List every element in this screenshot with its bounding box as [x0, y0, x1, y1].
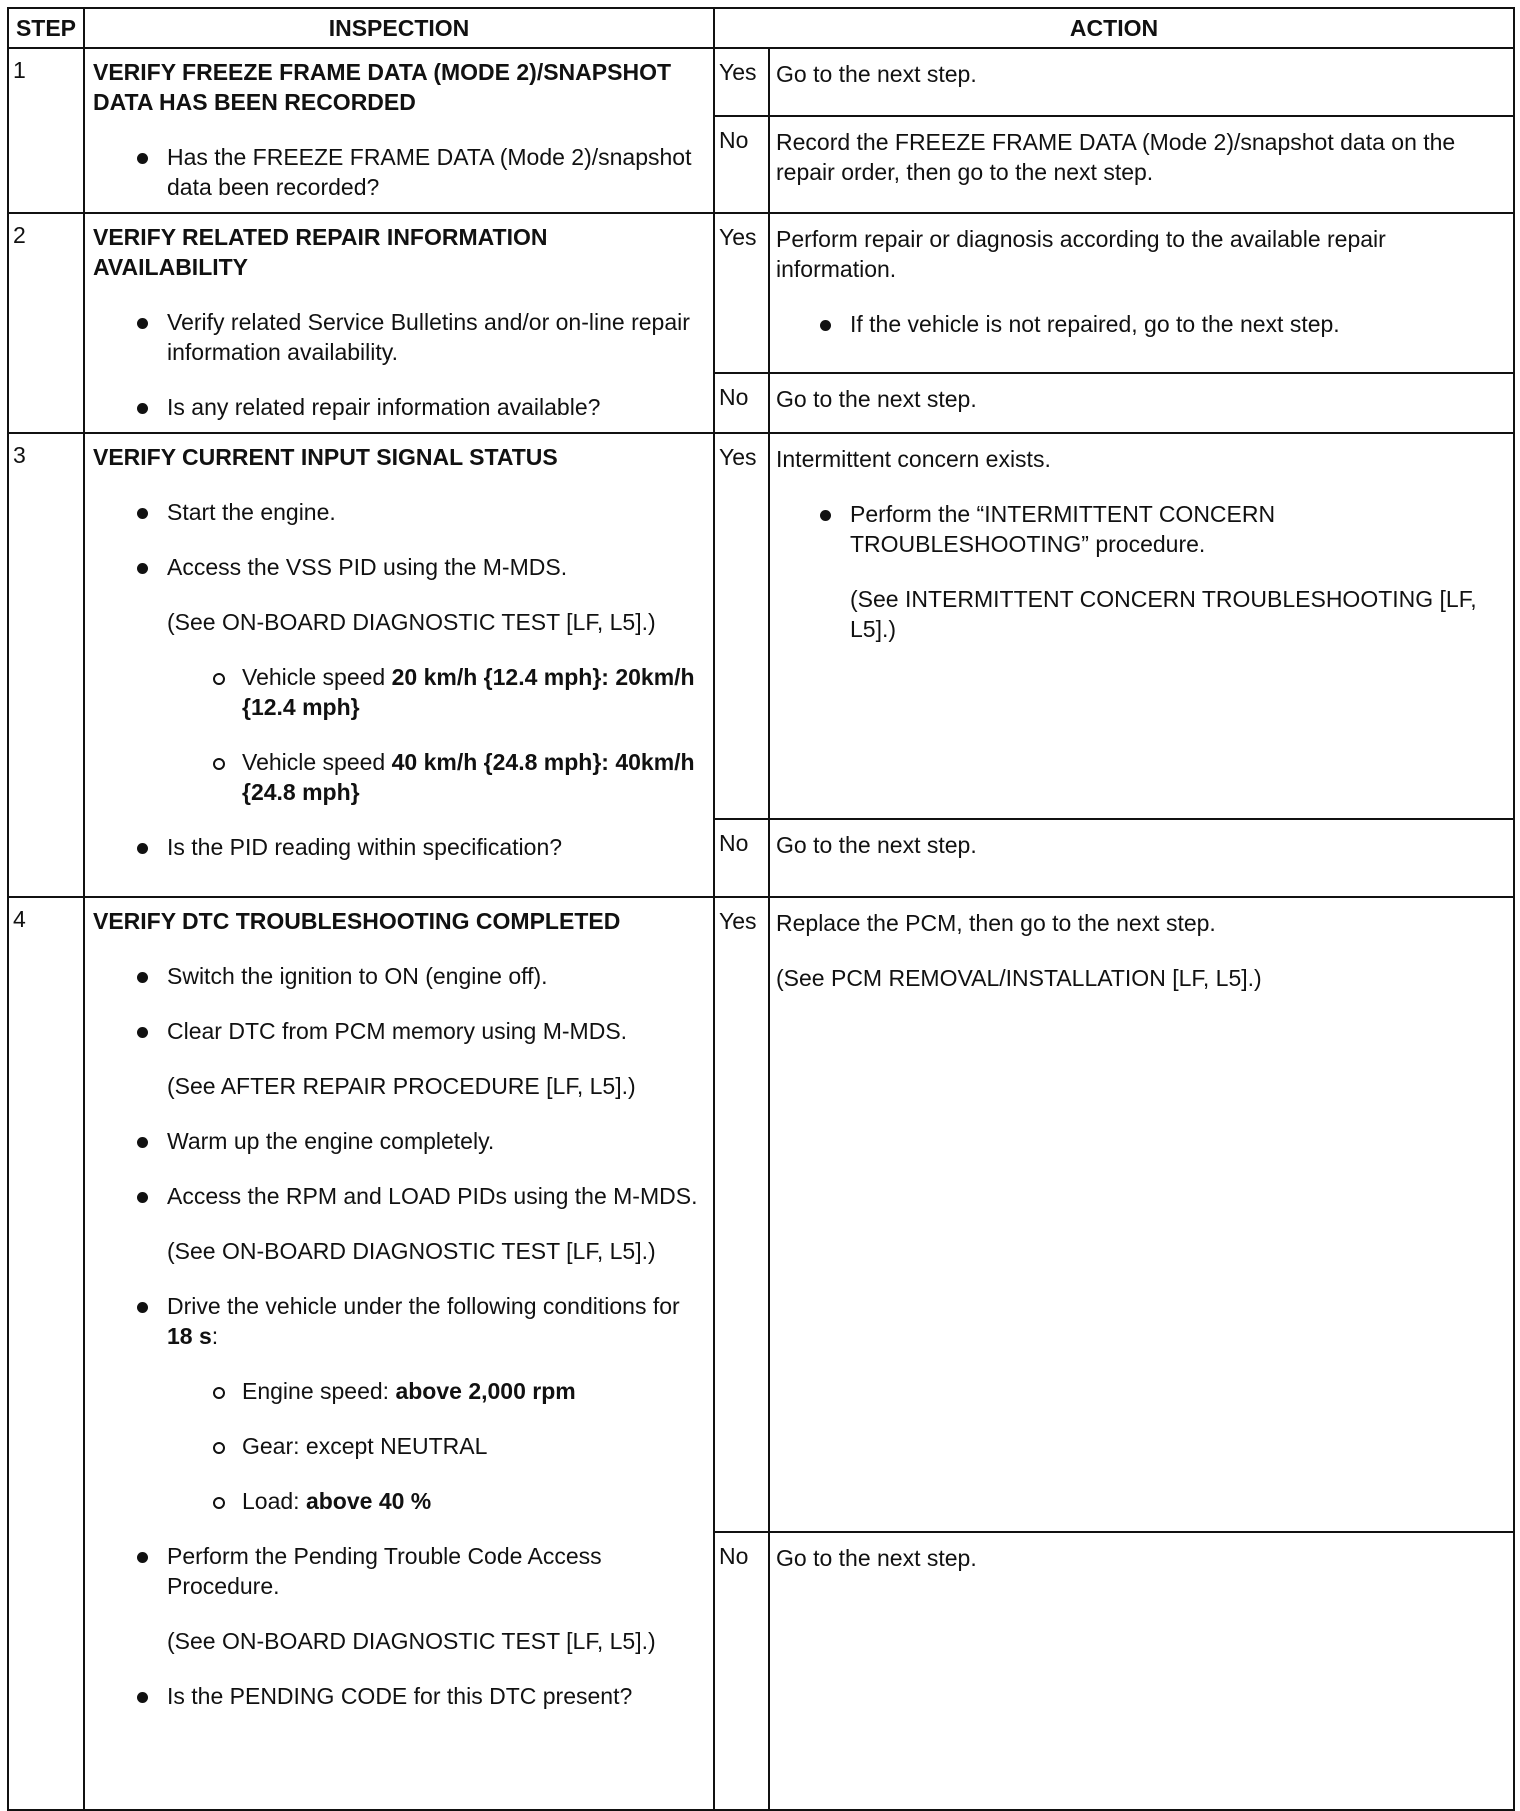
reference-note: (See AFTER REPAIR PROCEDURE [LF, L5].) [167, 1073, 636, 1099]
inspection-title: VERIFY CURRENT INPUT SIGNAL STATUS [93, 444, 558, 470]
bullet-icon [137, 1552, 148, 1563]
step-2-yes-row [8, 213, 1514, 373]
no-label: No [714, 373, 769, 433]
inspection-item: Access the VSS PID using the M-MDS. [93, 552, 705, 582]
bullet-icon [137, 563, 148, 574]
inspection-item: Switch the ignition to ON (engine off). [93, 961, 705, 991]
yes-label: Yes [714, 213, 769, 373]
yes-action: Replace the PCM, then go to the next step. (See PCM REMOVAL/INSTALLATION [LF, L5].) [769, 897, 1514, 1532]
header-row [8, 8, 1514, 48]
no-action: Go to the next step. [769, 373, 1514, 433]
bullet-icon [137, 508, 148, 519]
bullet-icon [137, 1692, 148, 1703]
bullet-icon [137, 843, 148, 854]
circle-bullet-icon [213, 673, 225, 685]
action-reference: (See PCM REMOVAL/INSTALLATION [LF, L5].) [776, 965, 1262, 991]
reference-note: (See ON-BOARD DIAGNOSTIC TEST [LF, L5].) [167, 1628, 656, 1654]
no-action: Record the FREEZE FRAME DATA (Mode 2)/snapshot data on the repair order, then go to the next step. [769, 116, 1514, 213]
condition-item: Gear: except NEUTRAL [93, 1431, 705, 1461]
circle-bullet-icon [213, 1442, 225, 1454]
bullet-icon [820, 510, 831, 521]
inspection-item: Start the engine. [93, 497, 705, 527]
yes-action: Intermittent concern exists. Perform the “INTERMITTENT CONCERN TROUBLESHOOTING” procedure. (See INTERMITTENT CONCERN TROUBLESHOOTING [LF, L5].) [769, 433, 1514, 819]
bullet-icon [137, 403, 148, 414]
bullet-icon [137, 1192, 148, 1203]
diagnostic-procedure-sheet [7, 7, 1513, 1787]
bullet-icon [137, 1137, 148, 1148]
bullet-icon [137, 153, 148, 164]
no-label: No [714, 819, 769, 897]
spec-item: Vehicle speed 40 km/h {24.8 mph}: 40km/h {24.8 mph} [93, 747, 705, 807]
step-number: 4 [8, 897, 84, 1810]
inspection-cell [84, 48, 714, 213]
bullet-icon [137, 318, 148, 329]
inspection-question: Is any related repair information available? [93, 392, 705, 422]
inspection-item: Verify related Service Bulletins and/or on-line repair information availability. [93, 307, 705, 367]
step-number: 2 [8, 213, 84, 433]
bullet-icon [820, 320, 831, 331]
condition-item: Load: above 40 % [93, 1486, 705, 1516]
bullet-icon [137, 972, 148, 983]
yes-action: Go to the next step. [769, 48, 1514, 116]
inspection-cell [84, 213, 714, 433]
circle-bullet-icon [213, 758, 225, 770]
yes-action: Perform repair or diagnosis according to the available repair information. If the vehicle is not repaired, go to the next step. [769, 213, 1514, 373]
inspection-title: VERIFY RELATED REPAIR INFORMATION AVAILABILITY [93, 224, 548, 280]
no-label: No [714, 1532, 769, 1810]
inspection-item: Access the RPM and LOAD PIDs using the M-MDS. [93, 1181, 705, 1211]
no-action: Go to the next step. [769, 1532, 1514, 1810]
action-bullet: If the vehicle is not repaired, go to the next step. [776, 309, 1507, 339]
inspection-title: VERIFY FREEZE FRAME DATA (MODE 2)/SNAPSHOT DATA HAS BEEN RECORDED [93, 59, 672, 115]
inspection-item: Warm up the engine completely. [93, 1126, 705, 1156]
step-number: 1 [8, 48, 84, 213]
step-4-yes-row [8, 897, 1514, 1532]
diagnostic-table [7, 7, 1515, 1811]
condition-item: Engine speed: above 2,000 rpm [93, 1376, 705, 1406]
header-step: STEP [8, 8, 84, 48]
no-label: No [714, 116, 769, 213]
inspection-item: Clear DTC from PCM memory using M-MDS. [93, 1016, 705, 1046]
inspection-cell [84, 897, 714, 1810]
action-bullet: Perform the “INTERMITTENT CONCERN TROUBLESHOOTING” procedure. [776, 499, 1507, 559]
bullet-icon [137, 1302, 148, 1313]
step-number: 3 [8, 433, 84, 897]
header-inspection: INSPECTION [84, 8, 714, 48]
yes-label: Yes [714, 48, 769, 116]
bullet-icon [137, 1027, 148, 1038]
yes-label: Yes [714, 897, 769, 1532]
no-action: Go to the next step. [769, 819, 1514, 897]
header-action: ACTION [714, 8, 1514, 48]
spec-item: Vehicle speed 20 km/h {12.4 mph}: 20km/h {12.4 mph} [93, 662, 705, 722]
inspection-item: Perform the Pending Trouble Code Access Procedure. [93, 1541, 705, 1601]
inspection-cell [84, 433, 714, 897]
yes-label: Yes [714, 433, 769, 819]
reference-note: (See ON-BOARD DIAGNOSTIC TEST [LF, L5].) [167, 1238, 656, 1264]
step-1-yes-row [8, 48, 1514, 116]
inspection-question: Is the PENDING CODE for this DTC present? [93, 1681, 705, 1711]
inspection-title: VERIFY DTC TROUBLESHOOTING COMPLETED [93, 908, 621, 934]
inspection-item: Drive the vehicle under the following conditions for 18 s: [93, 1291, 705, 1351]
action-reference: (See INTERMITTENT CONCERN TROUBLESHOOTING [LF, L5].) [850, 586, 1477, 642]
inspection-question: Is the PID reading within specification? [93, 832, 705, 862]
circle-bullet-icon [213, 1497, 225, 1509]
reference-note: (See ON-BOARD DIAGNOSTIC TEST [LF, L5].) [167, 609, 656, 635]
step-3-yes-row [8, 433, 1514, 819]
circle-bullet-icon [213, 1387, 225, 1399]
inspection-item: Has the FREEZE FRAME DATA (Mode 2)/snapshot data been recorded? [93, 142, 705, 202]
